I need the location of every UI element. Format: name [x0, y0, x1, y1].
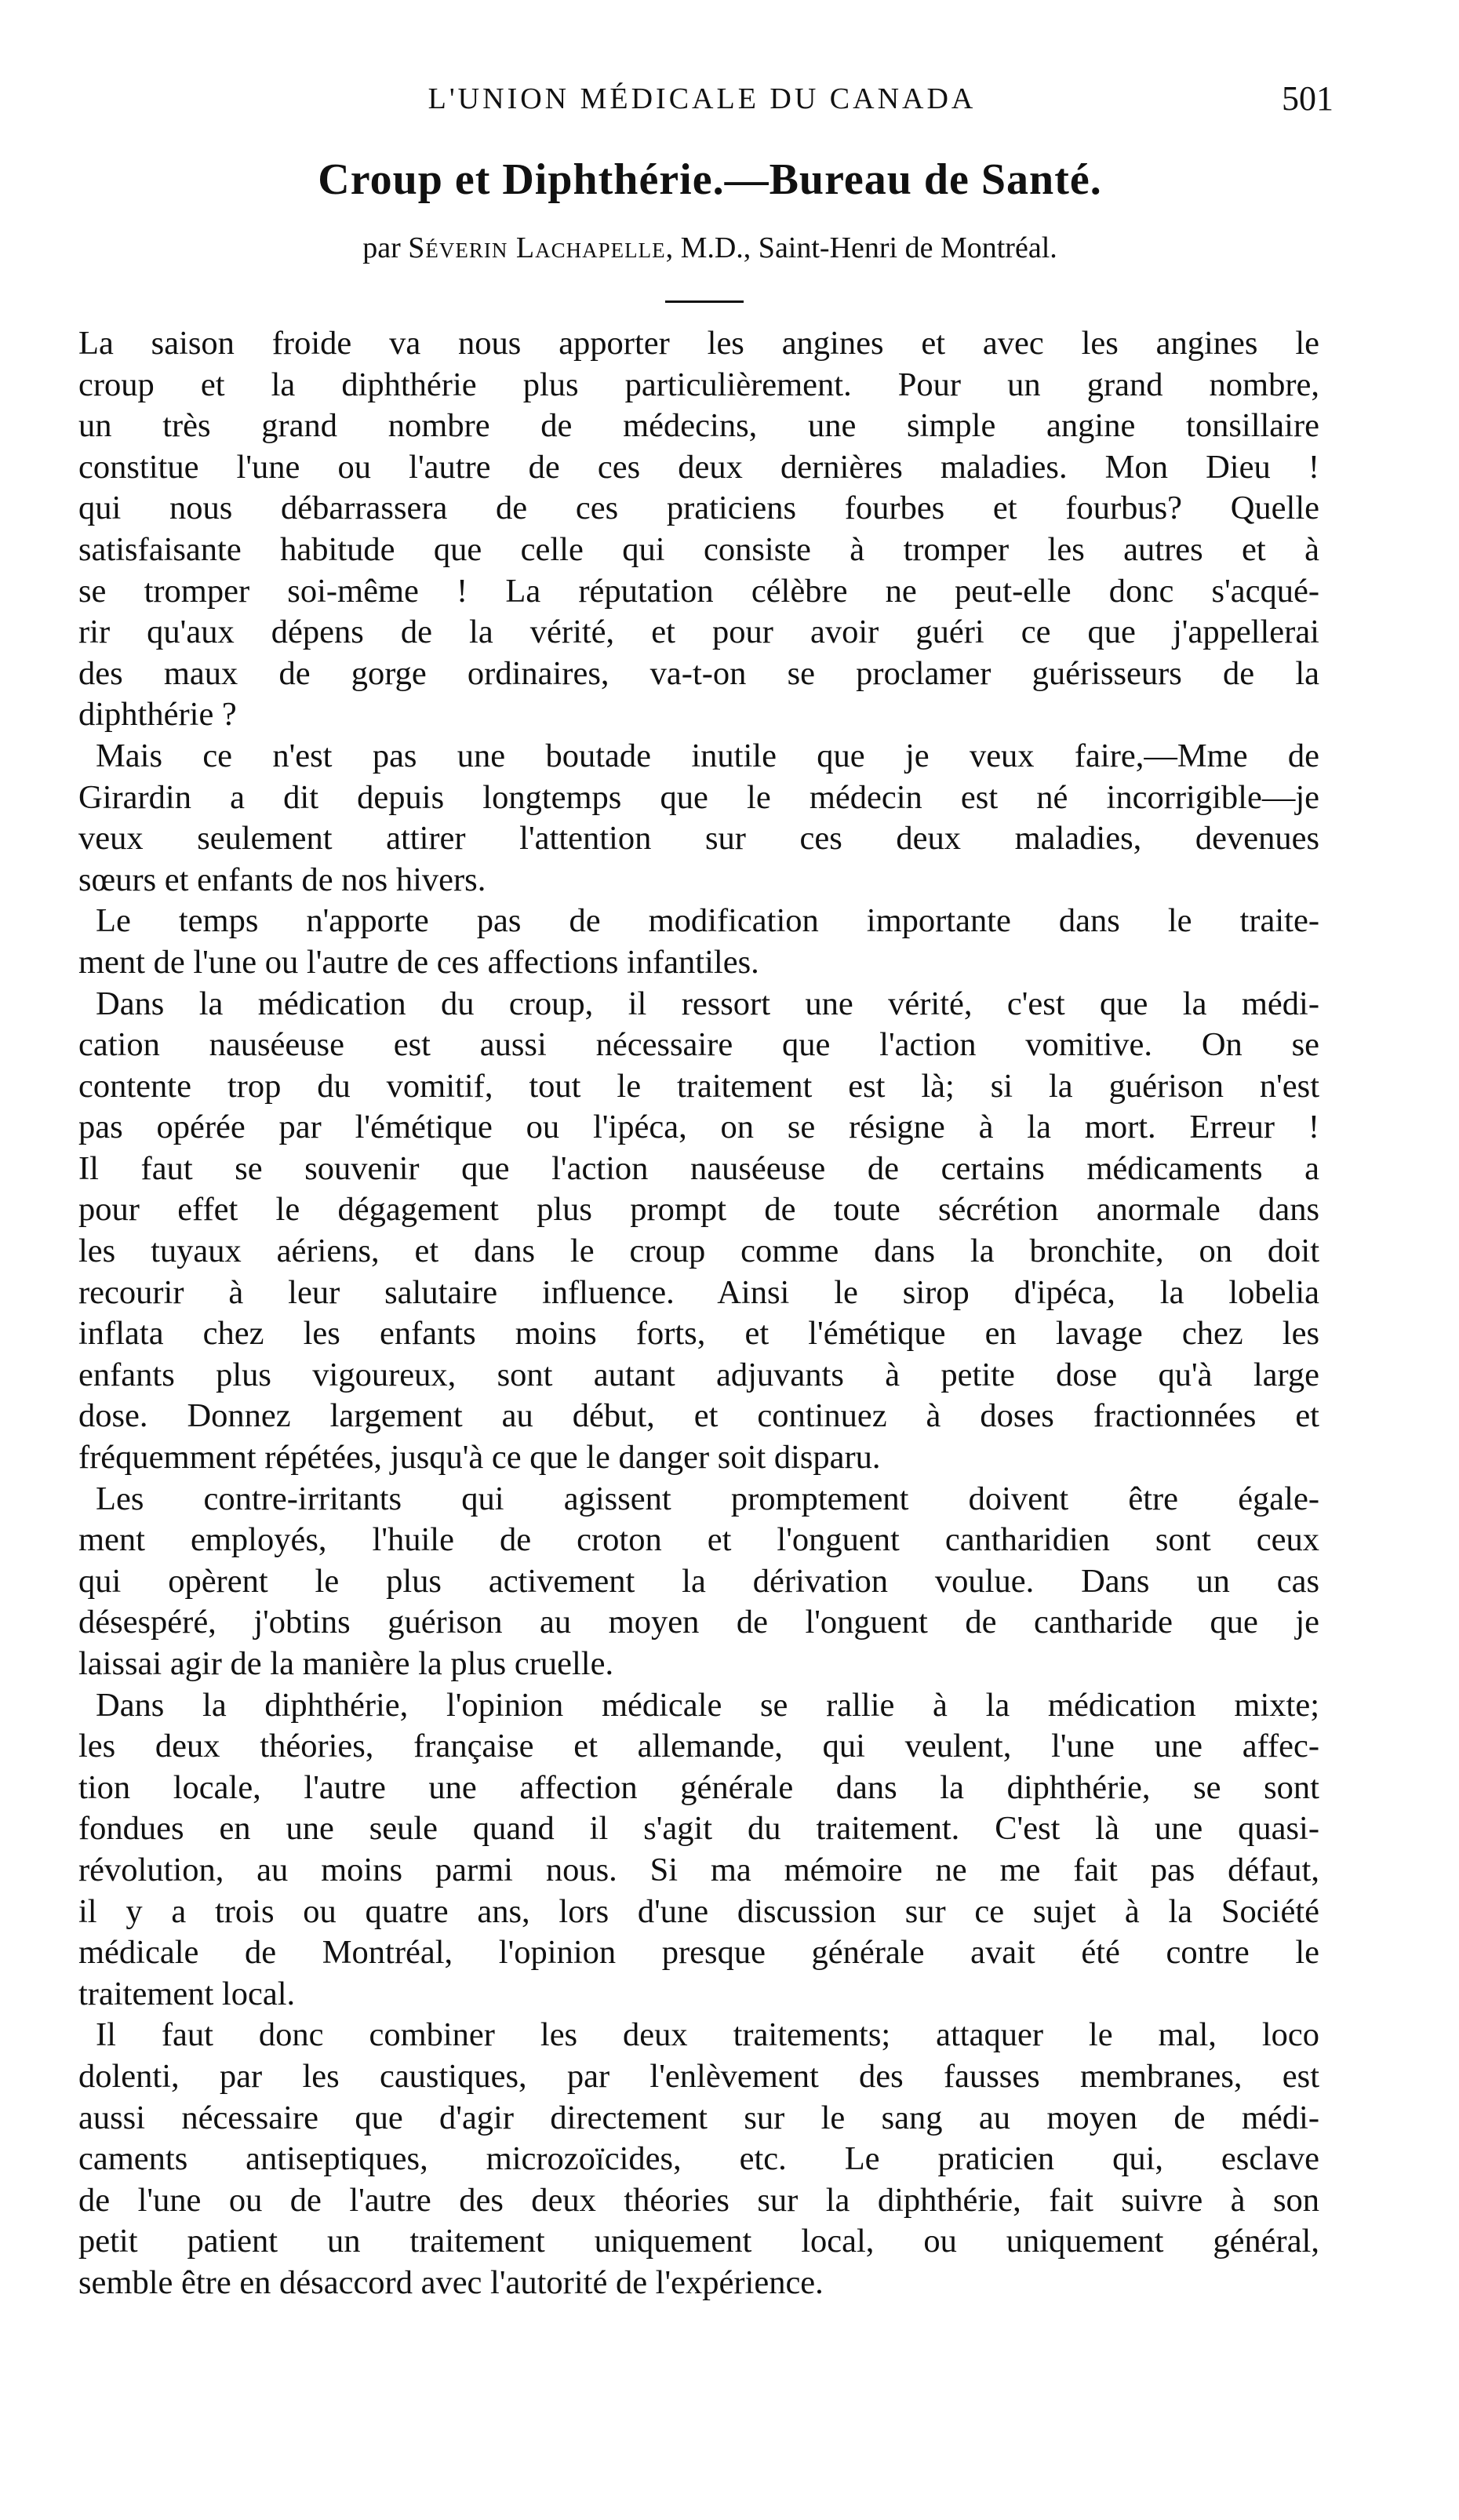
text-line: constitue l'une ou l'autre de ces deux dernières maladies. Mon Dieu !: [78, 448, 1319, 486]
text-line: Les contre-irritants qui agissent promptement doivent être égale-: [96, 1480, 1319, 1517]
text-line: laissai agir de la manière la plus cruelle.: [78, 1645, 614, 1682]
text-line: enfants plus vigoureux, sont autant adjuvants à petite dose qu'à large: [78, 1356, 1319, 1393]
text-line: diphthérie ?: [78, 696, 237, 734]
running-header: [71, 75, 1333, 122]
text-line: La saison froide va nous apporter les angines et avec les angines le: [78, 325, 1319, 362]
text-line: Girardin a dit depuis longtemps que le médecin est né incorrigible—je: [78, 778, 1319, 816]
text-line: fréquemment répétées, jusqu'à ce que le danger soit disparu.: [78, 1439, 881, 1477]
author-name: Séverin Lachapelle: [408, 231, 666, 264]
article-title: Croup et Diphthérie.—Bureau de Santé.: [318, 155, 1102, 204]
article-body: [78, 323, 1319, 2304]
text-line: désespéré, j'obtins guérison au moyen de l'onguent de cantharide que je: [78, 1604, 1319, 1641]
text-line: traitement local.: [78, 1975, 296, 2012]
text-line: contente trop du vomitif, tout le traitement est là; si la guérison n'est: [78, 1067, 1319, 1105]
separator-rule: [665, 300, 744, 303]
text-line: dolenti, par les caustiques, par l'enlèvement des fausses membranes, est: [78, 2057, 1319, 2095]
text-line: ment employés, l'huile de croton et l'onguent cantharidien sont ceux: [78, 1521, 1319, 1559]
text-line: inflata chez les enfants moins forts, et l'émétique en lavage chez les: [78, 1315, 1319, 1353]
text-line: des maux de gorge ordinaires, va-t-on se proclamer guérisseurs de la: [78, 654, 1319, 692]
text-line: médicale de Montréal, l'opinion presque générale avait été contre le: [78, 1934, 1319, 1972]
text-line: de l'une ou de l'autre des deux théories sur la diphthérie, fait suivre à son: [78, 2181, 1319, 2219]
text-line: il y a trois ou quatre ans, lors d'une discussion sur ce sujet à la Société: [78, 1892, 1319, 1930]
text-line: un très grand nombre de médecins, une simple angine tonsillaire: [78, 407, 1319, 445]
text-line: les tuyaux aériens, et dans le croup comme dans la bronchite, on doit: [78, 1233, 1319, 1270]
text-line: satisfaisante habitude que celle qui consiste à tromper les autres et à: [78, 530, 1319, 568]
text-line: sœurs et enfants de nos hivers.: [78, 861, 486, 898]
running-title: L'UNION MÉDICALE DU CANADA: [428, 82, 977, 115]
text-line: révolution, au moins parmi nous. Si ma mémoire ne me fait pas défaut,: [78, 1851, 1319, 1888]
text-line: caments antiseptiques, microzoïcides, etc. Le praticien qui, esclave: [78, 2140, 1319, 2178]
text-line: semble être en désaccord avec l'autorité de l'expérience.: [78, 2263, 824, 2301]
text-line: dose. Donnez largement au début, et continuez à doses fractionnées et: [78, 1397, 1319, 1435]
text-line: pour effet le dégagement plus prompt de toute sécrétion anormale dans: [78, 1191, 1319, 1229]
byline-prefix: par: [362, 231, 409, 264]
text-line: cation nauséeuse est aussi nécessaire que l'action vomitive. On se: [78, 1026, 1319, 1064]
page-number: 501: [1282, 79, 1333, 118]
text-line: petit patient un traitement uniquement local, ou uniquement général,: [78, 2223, 1319, 2260]
text-line: aussi nécessaire que d'agir directement sur le sang au moyen de médi-: [78, 2099, 1319, 2136]
text-line: les deux théories, française et allemande, qui veulent, l'une une affec-: [78, 1728, 1319, 1765]
text-line: qui nous débarrassera de ces praticiens fourbes et fourbus? Quelle: [78, 490, 1319, 527]
text-line: veux seulement attirer l'attention sur ces deux maladies, devenues: [78, 820, 1319, 858]
text-line: tion locale, l'autre une affection générale dans la diphthérie, se sont: [78, 1768, 1319, 1806]
text-line: se tromper soi-même ! La réputation célèbre ne peut-elle donc s'acqué-: [78, 572, 1319, 610]
text-line: pas opérée par l'émétique ou l'ipéca, on se résigne à la mort. Erreur !: [78, 1109, 1319, 1146]
text-line: croup et la diphthérie plus particulièrement. Pour un grand nombre,: [78, 366, 1319, 403]
text-line: ment de l'une ou l'autre de ces affections infantiles.: [78, 943, 759, 981]
text-line: recourir à leur salutaire influence. Ainsi le sirop d'ipéca, la lobelia: [78, 1273, 1319, 1311]
text-line: Le temps n'apporte pas de modification importante dans le traite-: [96, 902, 1319, 940]
text-line: Mais ce n'est pas une boutade inutile que je veux faire,—Mme de: [96, 737, 1319, 774]
text-line: qui opèrent le plus activement la dérivation voulue. Dans un cas: [78, 1562, 1319, 1600]
byline: [71, 228, 1349, 268]
byline-suffix: , M.D., Saint-Henri de Montréal.: [665, 231, 1057, 264]
text-line: Dans la diphthérie, l'opinion médicale se rallie à la médication mixte;: [96, 1686, 1319, 1724]
text-line: Il faut donc combiner les deux traitements; attaquer le mal, loco: [96, 2016, 1319, 2054]
text-line: fondues en une seule quand il s'agit du traitement. C'est là une quasi-: [78, 1810, 1319, 1848]
text-line: Dans la médication du croup, il ressort une vérité, c'est que la médi-: [96, 985, 1319, 1022]
text-line: rir qu'aux dépens de la vérité, et pour avoir guéri ce que j'appellerai: [78, 614, 1319, 651]
text-line: Il faut se souvenir que l'action nauséeuse de certains médicaments a: [78, 1149, 1319, 1187]
